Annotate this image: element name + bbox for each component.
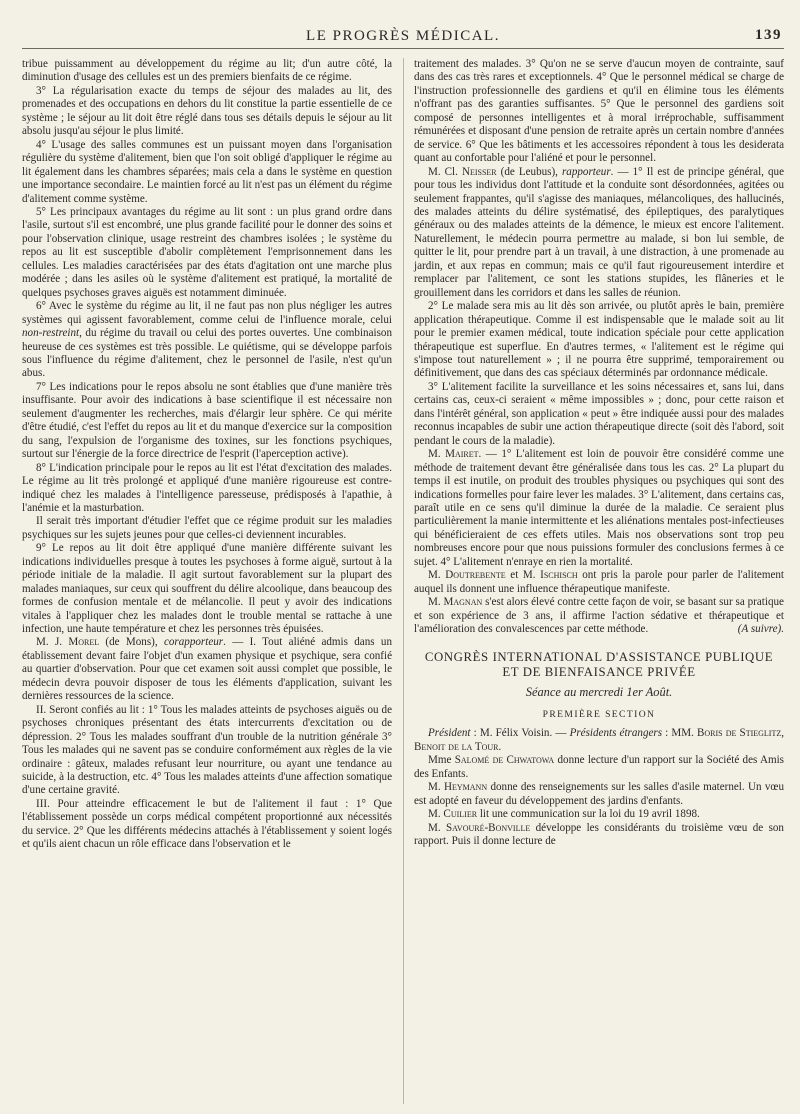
speaker-role: rapporteur	[561, 165, 611, 178]
text-run: M. J.	[36, 636, 69, 649]
paragraph	[414, 822, 784, 849]
right-column	[414, 58, 784, 852]
paragraph: Il serait très important d'étudier l'effet que ce régime produit sur les maladies psychiques sur les sujets jeunes pour que celles-ci deviennent incurables.	[22, 515, 392, 541]
italic-term: non-restreint	[22, 327, 80, 340]
paragraph	[414, 596, 784, 636]
paragraph	[22, 300, 392, 381]
text-run: 6° Avec le système du régime au lit, il ne faut pas non plus négliger les autres systèmes qui agissent favorablement, comme celui de l'influence morale, celui	[22, 300, 392, 326]
paragraph	[414, 754, 784, 781]
speaker-name: Ischisch	[540, 569, 578, 582]
text-run: M.	[428, 596, 444, 609]
page-number: 139	[755, 27, 782, 43]
speaker-name: Salomé de Chwatowa	[454, 754, 555, 767]
congress-title-line: CONGRÈS INTERNATIONAL D'ASSISTANCE PUBLIQUE	[424, 650, 774, 665]
text-run: et M.	[505, 569, 541, 582]
speaker-name: Doutrebente	[445, 569, 506, 582]
role-label: Président	[428, 727, 471, 740]
paragraph: 4° L'usage des salles communes est un puissant moyen dans l'organisation régulière du système d'alitement, bien que l'on soit obligé d'appliquer le régime au lit également dans les chambres séparées; mais cela a dans le système en question une importance secondaire. Le maintien forcé au lit n'est pas un élément du régime d'alitement comme système.	[22, 138, 392, 205]
text-run: (de Mons),	[99, 636, 164, 649]
speaker-name: Magnan	[443, 596, 483, 609]
paragraph: 3° L'alitement facilite la surveillance et les soins nécessaires et, sans lui, dans certains cas, ceux-ci seraient « même impossibles » ; donc, pour cette raison et dans l'intérêt général, son application « peut » être indiquée aussi pour des malades reconnus incapables de subir une action thérapeutique directe (soit dès l'abord, soit pendant le cours de la maladie).	[414, 380, 784, 447]
text-run: . — I. Tout aliéné admis dans un établissement devant faire l'objet d'un examen physique et psychique, sera confié au quartier d'observation. Pour que cet examen soit aussi complet que possible, le médecin devra pouvoir disposer de tous les éléments d'application, suivant les dernières ressources de la science.	[22, 636, 392, 703]
paragraph: 9° Le repos au lit doit être appliqué d'une manière différente suivant les indications individuelles presque à toutes les psychoses à forme aiguë, surtout à la période initiale de la maladie. Il agit surtout favorablement sur la plupart des malades maniaques, sur ceux qui souffrent du délire alcoolique, dans beaucoup des formes de confusion mentale et de mélancolie. Il peut y avoir des indications vitales à l'appliquer chez les malades dont le trouble mental se rattache à une infection, une haute température et chez les personnes très épuisées.	[22, 542, 392, 636]
text-run: ont pris la parole pour parler de l'alitement auquel ils donnent une influence thérapeutique manifeste.	[414, 569, 785, 595]
paragraph	[22, 636, 392, 703]
paragraph	[414, 166, 784, 301]
text-run: M.	[428, 781, 444, 794]
paragraph: 7° Les indications pour le repos absolu ne sont établies que d'une manière très insuffisante. Pour avoir des indications à base scientifique il est nécessaire non seulement d'augmenter les recherches, mais d'élargir leur sphère. Ce qui mérite d'être étudié, c'est l'effet du repos au lit et du manque d'exercice sur la composition du sang, l'expulsion de l'organisme des toxines, sur les fonctions psychiques, surtout sur l'énergie de la force directrice de l'esprit (l'aperception active).	[22, 380, 392, 461]
paragraph: 5° Les principaux avantages du régime au lit sont : un plus grand ordre dans l'asile, surtout s'il est encombré, une plus grande facilité pour le donner des soins et pour l'observation clinique, usage restreint des chambres isolées ; le système du repos au lit est susceptible d'abolir complètement l'emprisonnement dans les cellules. Les maladies caractérisées par des états d'agitation ont une marche plus modérée ; dans les asiles où le système d'alitement est pratiqué, la mortalité de quelques psychoses graves aiguës est notamment diminuée.	[22, 205, 392, 299]
text-run: Mme	[428, 754, 455, 767]
text-run: M.	[428, 448, 446, 461]
text-run: . — 1° Il est de principe général, que pour tous les individus dont l'attitude et la conduite sont désordonnées, agitées ou seulement frappantes, qu'il s'agisse des maniaques, mélancoliques, des hallucinés, des malades atteints du délire systématisé, des épileptiques, des paralytiques généraux ou des malades atteints de la démence, le mieux est encore l'alitement. Naturellement, le médecin pourra permettre au malade, si bon lui semble, de quitter le lit, pour prendre part à un travail, à une distraction, à une promenade au jardin, et aux repas en commun; mais ce qu'il faut rigoureusement interdire et remplacer par l'alitement, ce sont les stations stupides, les flâneries et le grouillement dans les corridors et dans les salles de réunion.	[414, 165, 784, 299]
text-run: M.	[428, 808, 444, 821]
text-run: M. Cl.	[428, 165, 462, 178]
paragraph: II. Seront confiés au lit : 1° Tous les malades atteints de psychoses aiguës ou de psychoses chroniques présentant des états intercurrents d'excitation ou de dépression. 2° Tous les malades souffrant d'un trouble de la nutrition générale 3° Tous les malades qui ne savent pas se conduire conformément aux règles de la vie ordinaire : gâteux, malades refusant leur nourriture, ou ayant une tendance au suicide, à la destruction, etc. 4° Tous les malades atteints d'une affection somatique d'une certaine gravité.	[22, 703, 392, 797]
text-run: M.	[428, 569, 446, 582]
journal-page	[22, 26, 784, 1106]
speaker-name: Boris de Stieglitz, Benoit de la Tour	[414, 727, 785, 753]
section-heading: PREMIÈRE SECTION	[542, 708, 656, 720]
paragraph: 2° Le malade sera mis au lit dès son arrivée, ou plutôt après le bain, première application thérapeutique. Comme il est indispensable que le malade soit au lit pour le premier examen médical, toute indication spéciale pour cette application thérapeutique est superflue. En d'autres termes, « l'alitement est le régime qui s'impose tout naturellement » ; il ne pourra être supprimé, temporairement ou définitivement, que dans des cas spéciaux déterminés par ordonnance médicale.	[414, 300, 784, 380]
continued-note: (A suivre).	[737, 623, 784, 636]
speaker-name: Cuilier	[443, 808, 478, 821]
session-date: Séance au mercredi 1er Août.	[525, 685, 673, 700]
speaker-name: Savouré-Bonville	[446, 821, 531, 834]
text-run: (de Leubus),	[496, 165, 562, 178]
left-column	[22, 58, 392, 852]
paragraph: traitement des malades. 3° Qu'on ne se serve d'aucun moyen de contrainte, sauf dans des cas très rares et exceptionnels. 4° Que le personnel médical se charge de l'instruction professionnelle des gardiens et qu'il en élimine tous les éléments n'offrant pas des garanties suffisantes. 5° Que le personnel des gardiens soit composé de personnes intelligentes et à moral irréprochable, suffisamment rémunérées et disposant d'une pension de retraite après un certain nombre d'années de service. 6° Que les bâtiments et les accessoires répondent à tous les desiderata quant au confortable pour l'aliéné et pour le personnel.	[414, 58, 784, 165]
speaker-role: corapporteur	[163, 636, 224, 649]
text-run: développe les considérants du troisième vœu de son rapport. Puis il donne lecture de	[414, 821, 784, 848]
paragraph: III. Pour atteindre efficacement le but de l'alitement il faut : 1° Que l'établissement possède un corps médical compétent proportionné aux nécessités du service. 2° Que les différents médecins attachés à l'établissement y soient logés et qu'ils aient chacun un rôle efficace dans l'observation et le	[22, 797, 392, 851]
text-columns	[22, 58, 784, 852]
paragraph	[414, 781, 784, 808]
speaker-name: Morel	[68, 636, 100, 649]
paragraph	[414, 808, 784, 821]
paragraph	[414, 569, 784, 596]
text-run: M.	[428, 821, 447, 834]
congress-title-line: ET DE BIENFAISANCE PRIVÉE	[502, 665, 696, 680]
role-label: Présidents étrangers	[569, 727, 663, 740]
running-header	[22, 26, 784, 49]
text-run: donne des renseignements sur les salles d'asile maternel. Un vœu est adopté en faveur du développement des jardins d'enfants.	[414, 781, 784, 807]
paragraph: tribue puissamment au développement du régime au lit; d'un autre côté, la diminution d'usage des cellules est un des premiers bienfaits de ce régime.	[22, 58, 392, 84]
text-run: lit une communication sur la loi du 19 avril 1898.	[477, 808, 700, 821]
text-run: : M. Félix Voisin. —	[470, 727, 570, 740]
paragraph	[414, 448, 784, 569]
text-run: donne lecture d'un rapport sur la Société des Amis des Enfants.	[414, 754, 785, 780]
speaker-name: Neisser	[461, 165, 497, 178]
journal-title: LE PROGRÈS MÉDICAL.	[306, 28, 500, 44]
paragraph: 3° La régularisation exacte du temps de séjour des malades au lit, des promenades et des occupations en dehors du lit constitue la partie essentielle de ce système ; le séjour au lit doit être réglé dans tous ses détails depuis le séjour au lit absolu jusqu'au séjour le plus limité.	[22, 84, 392, 138]
congress-heading	[414, 650, 784, 680]
text-run: . — 1° L'alitement est loin de pouvoir être considéré comme une méthode de traitement devant être généralisée dans tous les cas. 2° La plupart du temps il est inutile, on produit des troubles physiques ou psychiques qui sont des indications formelles pour faire lever les malades. 3° L'alitement, dans certains cas, paraît utile en ce sens qu'il diminue la durée de la maladie. Ce seraient plus particulièrement la manie intermittente et les aliénations mentales post-infectieuses qui bénéficieraient de ces effets utiles. Mais nos observations sont trop peu nombreuses encore pour que nous puissions formuler des conclusions fermes à ce sujet. 4° L'alitement n'enraye en rien la mortalité.	[414, 448, 784, 568]
speaker-name: Heymann	[443, 781, 488, 794]
text-run: : MM.	[662, 727, 697, 740]
paragraph: 8° L'indication principale pour le repos au lit est l'état d'excitation des malades. Le régime au lit très prolongé et appliqué d'une manière rigoureuse est contre-indiqué chez les malades à l'intelligence paresseuse, prédisposés à l'apathie, à l'anémie et la masturbation.	[22, 461, 392, 514]
speaker-name: Mairet	[445, 448, 479, 461]
text-run: s'est alors élevé contre cette façon de voir, se basant sur sa pratique et son expérience de 3 ans, il affirme l'action sédative et thérapeutique et l'amélioration des convalescences par cette méthode.	[414, 596, 784, 636]
text-run: , du régime du travail ou celui des portes ouvertes. Une combinaison heureuse de ces systèmes est très possible. Le quiétisme, qui se développe parfois sous l'influence du régime d'alitement, chez le personnel de l'asile, n'est qu'un abus.	[22, 327, 392, 380]
text-run: .	[498, 740, 502, 753]
paragraph	[414, 727, 784, 754]
